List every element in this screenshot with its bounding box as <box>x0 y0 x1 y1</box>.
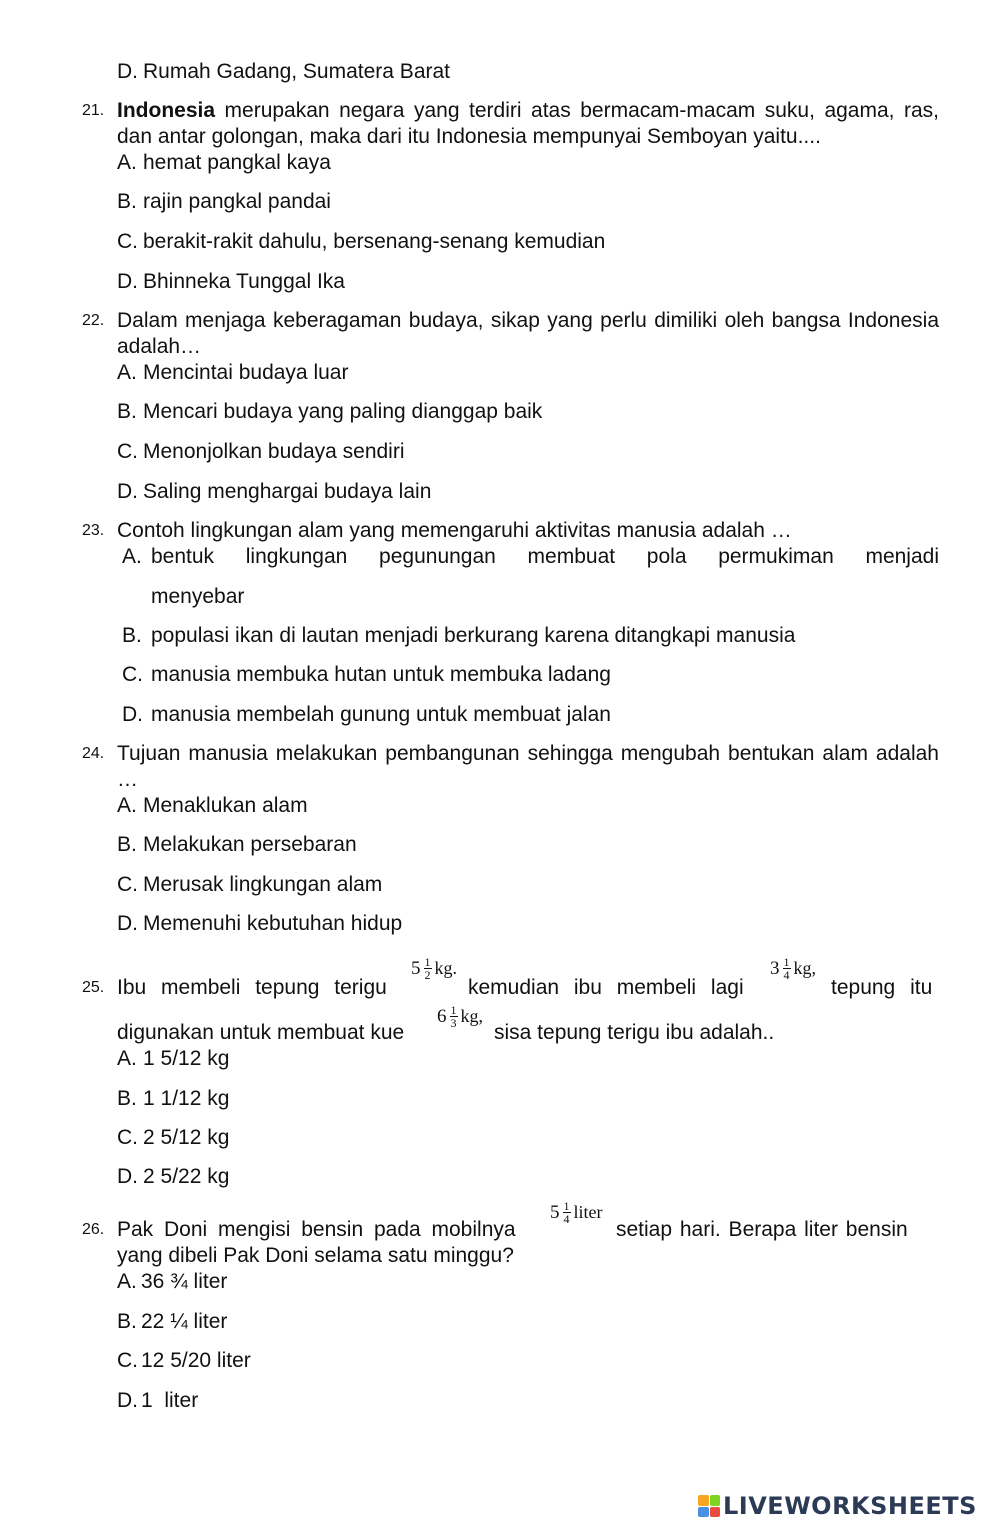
question-number: 21. <box>82 102 105 119</box>
q26-option-a[interactable] <box>117 1269 227 1295</box>
option-text: manusia membelah gunung untuk membuat jalan <box>151 703 611 726</box>
option-letter: B. <box>117 1310 137 1333</box>
option-letter: A. <box>117 361 137 384</box>
option-letter: B. <box>117 400 137 423</box>
question-21-text <box>117 98 939 150</box>
option-text-line2: menyebar <box>151 585 245 608</box>
question-22-text: Dalam menjaga keberagaman budaya, sikap yang perlu dimiliki oleh bangsa Indonesia adalah… <box>117 309 939 358</box>
q25-line1-part1: Ibu membeli tepung terigu <box>117 976 387 999</box>
q25-fraction-2 <box>770 956 816 981</box>
fraction-unit: kg, <box>793 958 816 978</box>
option-letter: B. <box>122 624 142 647</box>
option-text: Menonjolkan budaya sendiri <box>143 440 405 463</box>
q26-option-b[interactable] <box>117 1309 227 1335</box>
q23-option-a[interactable] <box>122 544 939 610</box>
q26-fraction <box>550 1200 603 1225</box>
option-letter: B. <box>117 190 137 213</box>
option-letter: C. <box>117 440 138 463</box>
fraction-denominator: 4 <box>783 968 790 982</box>
fraction-whole: 6 <box>437 1006 447 1027</box>
q25-line1-part3: tepung itu <box>831 976 933 999</box>
option-letter: C. <box>117 230 138 253</box>
q24-option-c[interactable] <box>117 872 382 898</box>
q23-option-d[interactable] <box>122 702 611 728</box>
q24-option-a[interactable] <box>117 793 308 819</box>
q26-line2: yang dibeli Pak Doni selama satu minggu? <box>117 1244 514 1267</box>
option-text: Menaklukan alam <box>143 794 308 817</box>
option-text: 1 5/12 kg <box>143 1047 230 1070</box>
fraction-denominator: 4 <box>563 1212 570 1226</box>
fraction-numerator: 1 <box>450 1003 457 1017</box>
option-letter: A. <box>117 1270 137 1293</box>
q21-option-a[interactable] <box>117 150 331 176</box>
option-text: Saling menghargai budaya lain <box>143 480 432 503</box>
option-text: 2 5/22 kg <box>143 1165 230 1188</box>
option-letter: D. <box>117 60 138 83</box>
q21-option-d[interactable] <box>117 269 345 295</box>
option-text: populasi ikan di lautan menjadi berkurang karena ditangkapi manusia <box>151 624 796 647</box>
fraction-unit: kg. <box>434 958 457 978</box>
option-text: rajin pangkal pandai <box>143 190 331 213</box>
liveworksheets-brand[interactable] <box>698 1492 977 1520</box>
fraction-whole: 3 <box>770 958 780 979</box>
fraction-unit: kg, <box>460 1006 483 1026</box>
q25-option-d[interactable] <box>117 1164 229 1190</box>
brand-name: LIVEWORKSHEETS <box>723 1492 977 1520</box>
q26-option-d[interactable] <box>117 1388 198 1414</box>
question-number: 22. <box>82 312 105 329</box>
question-number: 24. <box>82 745 105 762</box>
question-text-body: merupakan negara yang terdiri atas bermacam-macam suku, agama, ras, dan antar golongan, maka dari itu Indonesia mempunyai Semboyan yaitu.... <box>117 99 939 148</box>
q25-line1-part2: kemudian ibu membeli lagi <box>468 976 744 999</box>
q26-line1-part1: Pak Doni mengisi bensin pada mobilnya <box>117 1218 516 1241</box>
q25-option-a[interactable] <box>117 1046 229 1072</box>
option-letter: A. <box>117 1047 137 1070</box>
fraction-unit: liter <box>573 1202 603 1222</box>
option-text: Rumah Gadang, Sumatera Barat <box>143 60 451 83</box>
question-bold-word: Indonesia <box>117 99 216 122</box>
q22-option-c[interactable] <box>117 439 405 465</box>
option-letter: D. <box>117 1389 138 1412</box>
q23-option-c[interactable] <box>122 662 611 688</box>
q22-option-b[interactable] <box>117 399 542 425</box>
option-text: Bhinneka Tunggal Ika <box>143 270 345 293</box>
option-text-line1: bentuk lingkungan pegunungan membuat pola permukiman menjadi <box>151 545 939 568</box>
fraction-whole: 5 <box>550 1202 560 1223</box>
q25-fraction-3 <box>437 1004 483 1029</box>
q26-line1-part2: setiap hari. Berapa liter bensin <box>616 1218 908 1241</box>
liveworksheets-logo-icon <box>698 1495 720 1517</box>
option-letter: D. <box>122 703 143 726</box>
option-text: 2 5/12 kg <box>143 1126 230 1149</box>
option-letter: D. <box>117 480 138 503</box>
option-text: 36 ¾ liter <box>141 1270 228 1293</box>
q25-option-b[interactable] <box>117 1086 229 1112</box>
q26-option-c[interactable] <box>117 1348 251 1374</box>
question-number: 26. <box>82 1221 105 1238</box>
question-number: 23. <box>82 522 105 539</box>
option-text: 1 1/12 kg <box>143 1087 230 1110</box>
q23-option-b[interactable] <box>122 623 795 649</box>
option-letter: C. <box>117 1349 138 1372</box>
option-letter: A. <box>122 545 142 568</box>
fraction-numerator: 1 <box>783 955 790 969</box>
q22-option-a[interactable] <box>117 360 348 386</box>
fraction-numerator: 1 <box>424 955 431 969</box>
option-text: Melakukan persebaran <box>143 833 357 856</box>
option-text: 1 liter <box>141 1389 199 1412</box>
q22-option-d[interactable] <box>117 479 431 505</box>
option-letter: D. <box>117 1165 138 1188</box>
q25-line2-part2: sisa tepung terigu ibu adalah.. <box>494 1021 775 1044</box>
option-letter: C. <box>117 1126 138 1149</box>
q25-fraction-1 <box>411 956 457 981</box>
option-text: 22 ¼ liter <box>141 1310 228 1333</box>
option-text: Mencari budaya yang paling dianggap baik <box>143 400 543 423</box>
option-text: berakit-rakit dahulu, bersenang-senang kemudian <box>143 230 606 253</box>
q21-option-b[interactable] <box>117 189 331 215</box>
fraction-whole: 5 <box>411 958 421 979</box>
q21-option-c[interactable] <box>117 229 605 255</box>
question-24-text: Tujuan manusia melakukan pembangunan sehingga mengubah bentukan alam adalah … <box>117 742 939 791</box>
fraction-numerator: 1 <box>563 1199 570 1213</box>
question-23-text: Contoh lingkungan alam yang memengaruhi aktivitas manusia adalah … <box>117 519 792 542</box>
fraction-denominator: 2 <box>424 968 431 982</box>
option-text: manusia membuka hutan untuk membuka ladang <box>151 663 611 686</box>
option-letter: B. <box>117 1087 137 1110</box>
q24-option-b[interactable] <box>117 832 357 858</box>
q24-option-d[interactable] <box>117 911 402 937</box>
option-letter: B. <box>117 833 137 856</box>
q25-option-c[interactable] <box>117 1125 229 1151</box>
option-text: Memenuhi kebutuhan hidup <box>143 912 403 935</box>
option-letter: A. <box>117 794 137 817</box>
option-text: Merusak lingkungan alam <box>143 873 383 896</box>
q25-line2-part1: digunakan untuk membuat kue <box>117 1021 405 1044</box>
option-letter: D. <box>117 270 138 293</box>
option-text: Mencintai budaya luar <box>143 361 349 384</box>
q20-option-d[interactable] <box>117 59 450 85</box>
question-number: 25. <box>82 979 105 996</box>
fraction-denominator: 3 <box>450 1016 457 1030</box>
option-letter: C. <box>117 873 138 896</box>
option-text: hemat pangkal kaya <box>143 151 331 174</box>
option-letter: D. <box>117 912 138 935</box>
option-letter: C. <box>122 663 143 686</box>
option-text: 12 5/20 liter <box>141 1349 251 1372</box>
option-letter: A. <box>117 151 137 174</box>
